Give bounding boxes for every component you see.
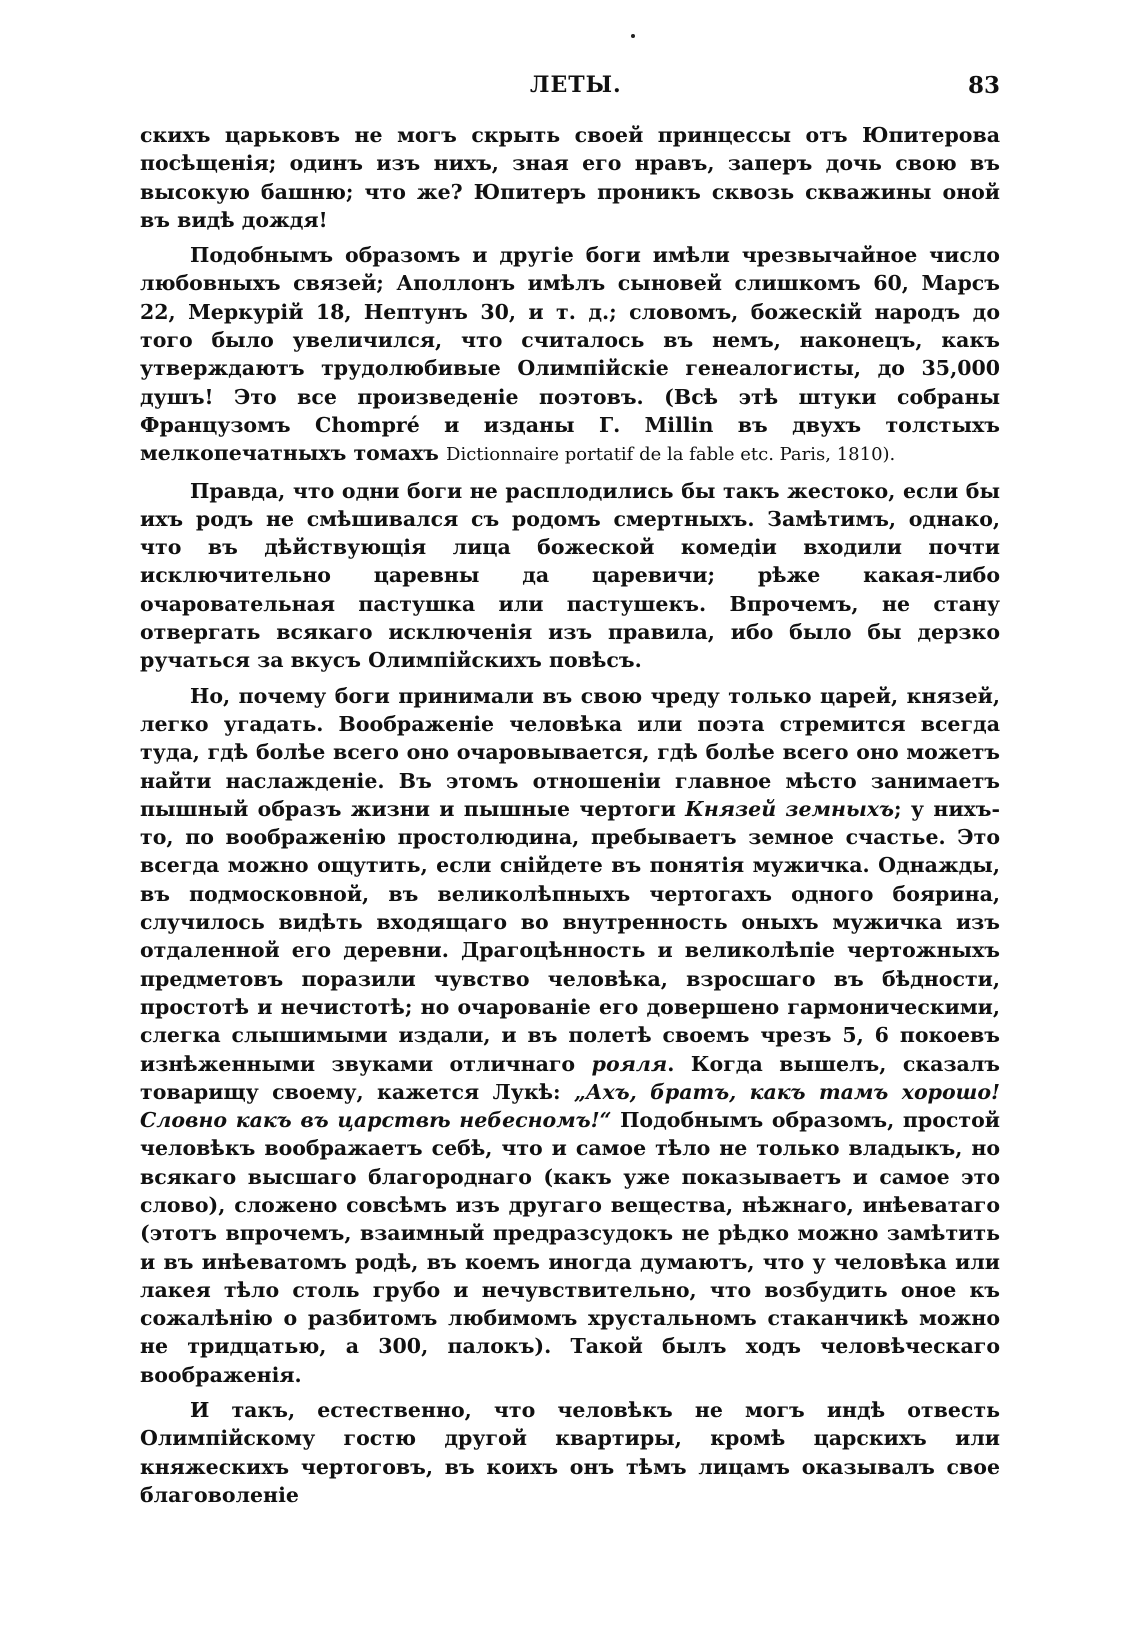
running-title: ЛЕТЫ. <box>530 72 622 98</box>
paragraph-2-text: Подобнымъ образомъ и другіе боги имѣли чрезвычайное число любовныхъ связей; Аполлонъ имѣлъ сыновей слишкомъ 60, Марсъ 22, Меркурій 18, Нептунъ 30, и т. д.; словомъ, божескій народъ до того было увеличился, что считалось въ немъ, наконецъ, какъ утверждаютъ трудолюбивые Олимпійскіе генеалогисты, до 35,000 душъ! Это все произведеніе поэтовъ. (Всѣ этѣ штуки собраны Французомъ Chompré и изданы Г. Millin въ двухъ толстыхъ мелкопечатныхъ томахъ <box>140 243 1000 466</box>
paragraph-4-text-c: . Когда вышелъ, сказалъ товарищу своему, кажется Лукѣ: <box>140 1051 1000 1104</box>
paragraph-5: И такъ, естественно, что человѣкъ не могъ индѣ отвесть Олимпійскому гостю другой квартиры, кромѣ царскихъ или княжескихъ чертоговъ, въ коихъ онъ тѣмъ лицамъ оказывалъ свое благоволеніе <box>140 1398 1000 1507</box>
print-speck <box>631 34 635 38</box>
italic-quote: „Ахъ, братъ, какъ тамъ хорошо! Словно какъ въ царствѣ небесномъ!“ <box>140 1079 1000 1133</box>
paragraph-4-text-a: Но, почему боги принимали въ свою чреду только царей, князей, легко угадать. Воображеніе человѣка или поэта стремится всегда туда, гдѣ болѣе всего оно очаровывается, гдѣ болѣе всего оно можетъ найти наслажденіе. Въ этомъ отношеніи главное мѣсто занимаетъ пышный образъ жизни и пышные чертоги <box>140 683 1000 821</box>
paragraph-1: скихъ царьковъ не могъ скрыть своей принцессы отъ Юпитерова посѣщенія; одинъ изъ нихъ, зная его нравъ, заперъ дочь свою въ высокую башню; что же? Юпитеръ проникъ сквозь скважины оной въ видѣ дождя! <box>140 123 1000 232</box>
running-head <box>0 72 1140 112</box>
paragraph-4-text-d: Подобнымъ образомъ, простой человѣкъ воображаетъ себѣ, что и самое тѣло не только владыкъ, но всякаго высшаго благороднаго (какъ уже показываетъ и самое это слово), сложено совсѣмъ изъ другаго вещества, нѣжнаго, инѣеватаго (этотъ впрочемъ, взаимный предразсудокъ не рѣдко можно замѣтить и въ инѣеватомъ родѣ, въ коемъ иногда думаютъ, что у человѣка или лакея тѣло столь грубо и нечувствительно, что возбудить оное къ сожалѣнію о разбитомъ любимомъ хрустальномъ стаканчикѣ можно не тридцатью, а 300, палокъ). Такой былъ ходъ человѣческаго воображенія. <box>140 1108 1000 1387</box>
italic-word-piano: рояля <box>591 1051 668 1076</box>
paragraph-3: Правда, что одни боги не расплодились бы такъ жестоко, если бы ихъ родъ не смѣшивался съ родомъ смертныхъ. Замѣтимъ, однако, что въ дѣйствующія лица божеской комедіи входили почти исключительно царевны да царевичи; рѣже какая-либо очаровательная пастушка или пастушекъ. Впрочемъ, не стану отвергать всякаго исключенія изъ правила, ибо было бы дерзко ручаться за вкусъ Олимпійскихъ повѣсъ. <box>140 478 1000 673</box>
page-number: 83 <box>967 72 1000 99</box>
body-text <box>140 121 1000 1509</box>
bibliographic-reference: Dictionnaire portatif de la fable etc. Paris, 1810). <box>446 444 896 466</box>
paragraph-4-text-b: ; у нихъ-то, по воображенію простолюдина, пребываетъ земное счастье. Это всегда можно ощутить, если снійдете въ понятія мужичка. Однажды, въ подмосковной, въ великолѣпныхъ чертогахъ одного боярина, случилось видѣть входящаго во внутренность оныхъ мужичка изъ отдаленной его деревни. Драгоцѣнность и великолѣпіе чертожныхъ предметовъ поразили чувство человѣка, взросшаго въ бѣдности, простотѣ и нечистотѣ; но очарованіе его довершено гармоническими, слегка слышимыми издали, и въ полетѣ своемъ чрезъ 5, 6 покоевъ изнѣженными звуками отличнаго <box>140 796 1000 1076</box>
paragraph-2 <box>140 241 1000 469</box>
paragraph-4 <box>140 682 1000 1389</box>
italic-phrase-princes: Князей земныхъ <box>685 796 894 821</box>
